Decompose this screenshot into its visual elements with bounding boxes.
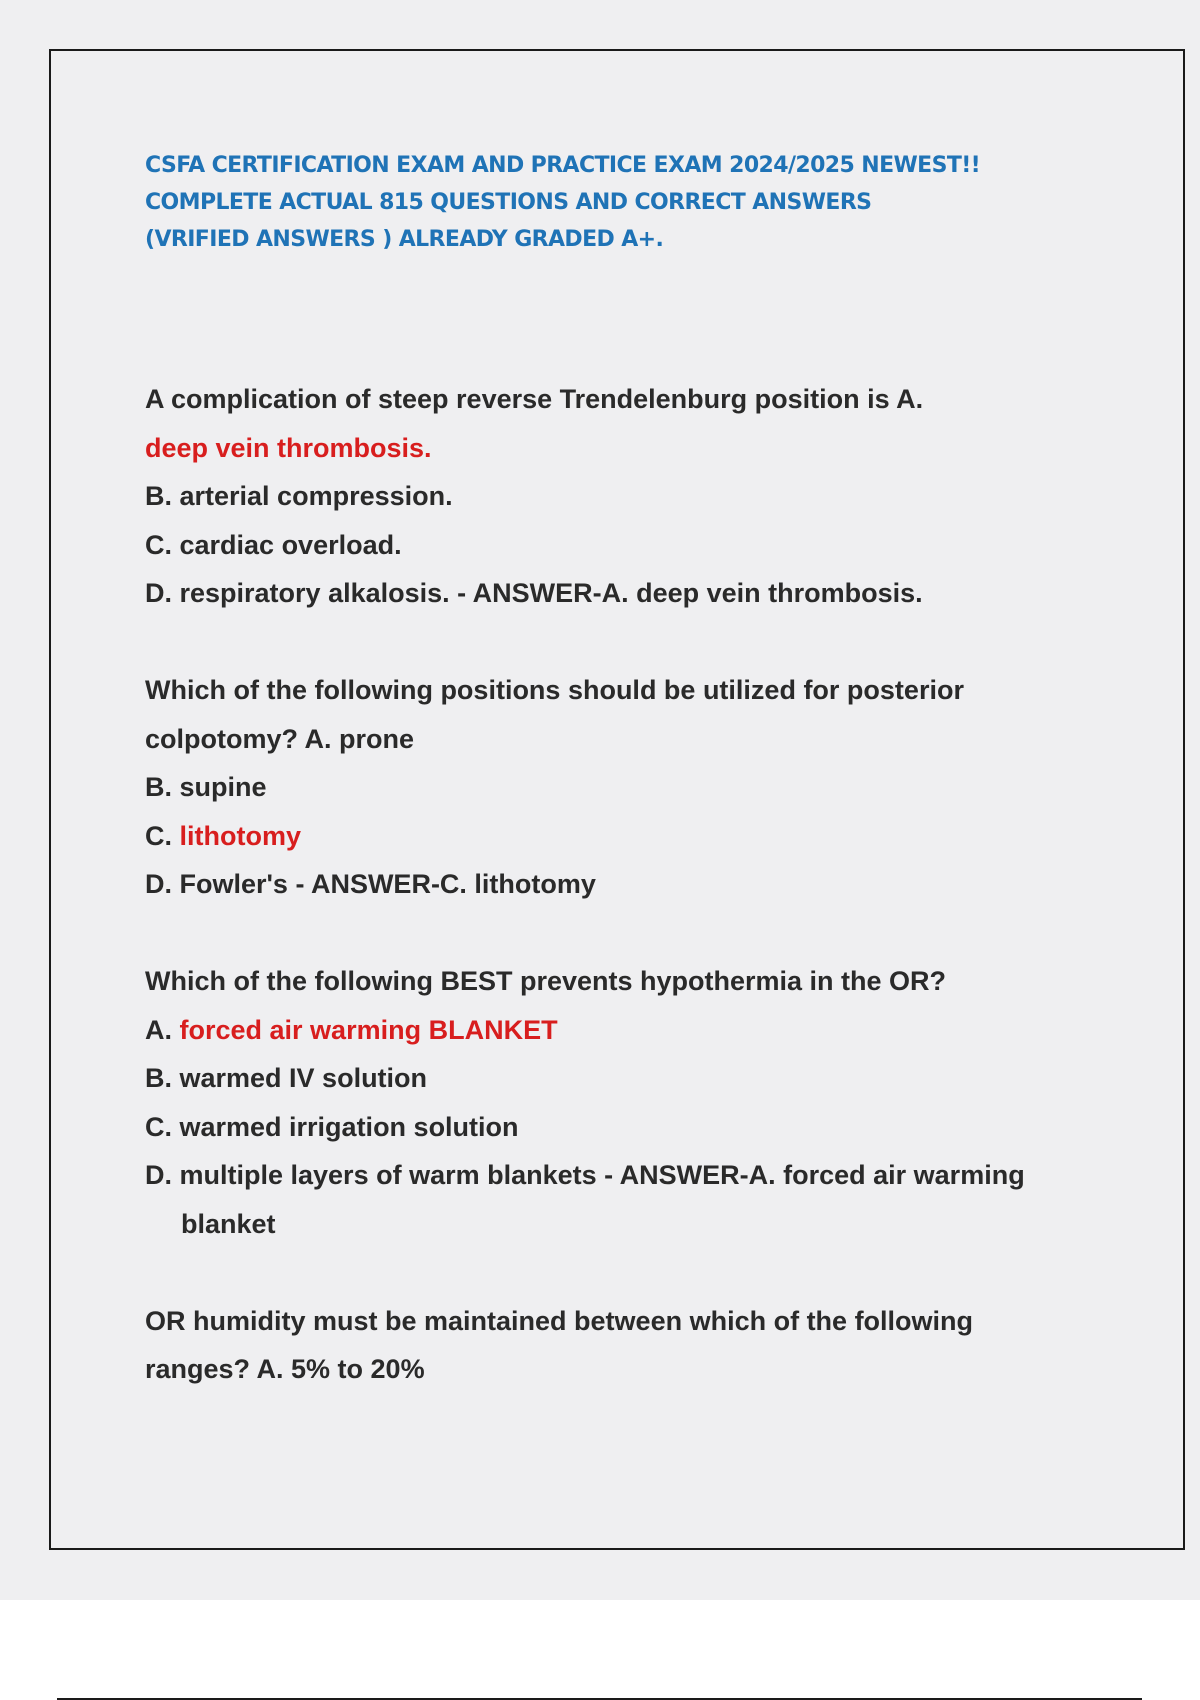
question-2-stem-line-2: colpotomy? A. prone — [145, 723, 414, 754]
question-spacer — [145, 618, 1095, 667]
question-1-stem: A complication of steep reverse Trendelenburg position is A. — [145, 384, 924, 414]
question-2-option-d: D. Fowler's - ANSWER-C. lithotomy — [145, 869, 596, 899]
title-line-3: (VRIFIED ANSWERS ) ALREADY GRADED A+. — [145, 227, 664, 252]
question-3-correct-answer: forced air warming BLANKET — [179, 1014, 558, 1045]
question-3-option-b: B. warmed IV solution — [145, 1063, 428, 1093]
questions-list — [145, 375, 1095, 1394]
question-4-stem-line-2: ranges? A. 5% to 20% — [145, 1354, 425, 1384]
question-3-option-a — [145, 1006, 1095, 1055]
title-line-1: CSFA CERTIFICATION EXAM AND PRACTICE EXAM 2024/2025 NEWEST!! — [145, 153, 981, 178]
question-1-option-b: B. arterial compression. — [145, 481, 453, 511]
question-1-option-d: D. respiratory alkalosis. - ANSWER-A. deep vein thrombosis. — [145, 578, 923, 608]
question-1-option-c: C. cardiac overload. — [145, 529, 402, 560]
question-2-correct-answer: lithotomy — [179, 820, 302, 851]
question-2-option-c — [145, 812, 1095, 861]
option-c-prefix: C. — [145, 820, 172, 851]
question-3-option-d-line-1: D. multiple layers of warm blankets - ANSWER-A. forced air warming — [145, 1160, 1025, 1190]
option-a-prefix: A. — [145, 1014, 172, 1045]
question-2 — [145, 666, 1095, 909]
question-4 — [145, 1297, 1095, 1394]
question-spacer — [145, 1248, 1095, 1297]
title-line-2: COMPLETE ACTUAL 815 QUESTIONS AND CORRECT ANSWERS — [145, 190, 872, 215]
question-4-stem-line-1: OR humidity must be maintained between which of the following — [145, 1305, 974, 1336]
question-1-option-a-correct: deep vein thrombosis. — [145, 432, 432, 463]
question-3-option-c: C. warmed irrigation solution — [145, 1111, 519, 1142]
question-1 — [145, 375, 1095, 618]
question-spacer — [145, 909, 1095, 958]
question-3-option-d-line-2: blanket — [181, 1208, 276, 1239]
document-title — [145, 147, 1045, 258]
question-3 — [145, 957, 1095, 1248]
question-2-option-b: B. supine — [145, 772, 267, 802]
question-3-stem: Which of the following BEST prevents hypothermia in the OR? — [145, 966, 947, 996]
question-2-stem-line-1: Which of the following positions should be utilized for posterior — [145, 675, 964, 705]
